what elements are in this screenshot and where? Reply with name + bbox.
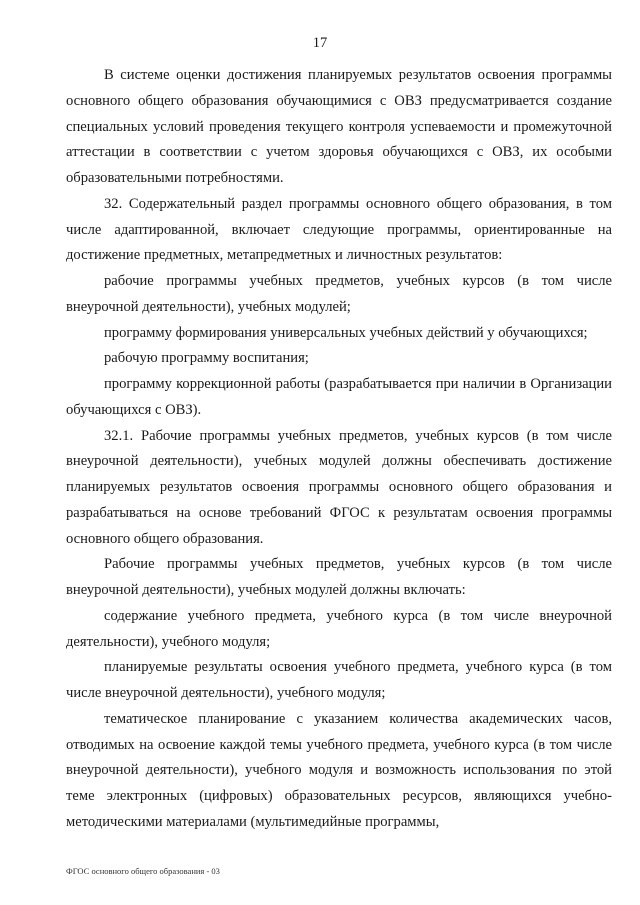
paragraph-programs-include: Рабочие программы учебных предметов, учебных курсов (в том числе внеурочной деятельности), учебных модулей должны включать: xyxy=(66,556,612,598)
paragraph-ovz-assessment: В системе оценки достижения планируемых результатов освоения программы основного общего образования обучающимися с ОВЗ предусматривается создание специальных условий проведения текущего контроля успеваемости и промежуточной аттестации в соответствии с учетом здоровья обучающихся с ОВЗ, их особыми образовательными потребностями. xyxy=(66,67,612,186)
list-item-work-programs: рабочие программы учебных предметов, учебных курсов (в том числе внеурочной деятельности), учебных модулей; xyxy=(66,273,612,315)
list-item-subject-content: содержание учебного предмета, учебного курса (в том числе внеурочной деятельности), учебного модуля; xyxy=(66,607,612,650)
list-item-correction-program: программу коррекционной работы (разрабатывается при наличии в Организации обучающихся с ОВЗ). xyxy=(66,376,612,418)
paragraph-section-32-1: 32.1. Рабочие программы учебных предметов, учебных курсов (в том числе внеурочной деятельности), учебных модулей должны обеспечивать достижение планируемых результатов освоения программы основного общего образования и разрабатываться на основе требований ФГОС к результатам освоения программы основного общего образования. xyxy=(66,427,612,547)
document-body xyxy=(66,63,612,836)
list-item-universal-actions: программу формирования универсальных учебных действий у обучающихся; xyxy=(104,324,588,341)
list-item-thematic-planning: тематическое планирование с указанием количества академических часов, отводимых на освоение каждой темы учебного предмета, учебного курса (в том числе внеурочной деятельности), учебного модуля и возможность использования по этой теме электронных (цифровых) образовательных ресурсов, являющихся учебно-методическими материалами (мультимедийные программы, xyxy=(66,710,612,830)
list-item-upbringing-program: рабочую программу воспитания; xyxy=(104,350,309,367)
list-item-planned-results: планируемые результаты освоения учебного предмета, учебного курса (в том числе внеурочной деятельности), учебного модуля; xyxy=(66,659,612,701)
paragraph-section-32: 32. Содержательный раздел программы основного общего образования, в том числе адаптированной, включает следующие программы, ориентированные на достижение предметных, метапредметных и личностных результатов: xyxy=(66,195,612,264)
page-number: 17 xyxy=(312,35,328,51)
page-footer: ФГОС основного общего образования - 03 xyxy=(66,866,220,876)
